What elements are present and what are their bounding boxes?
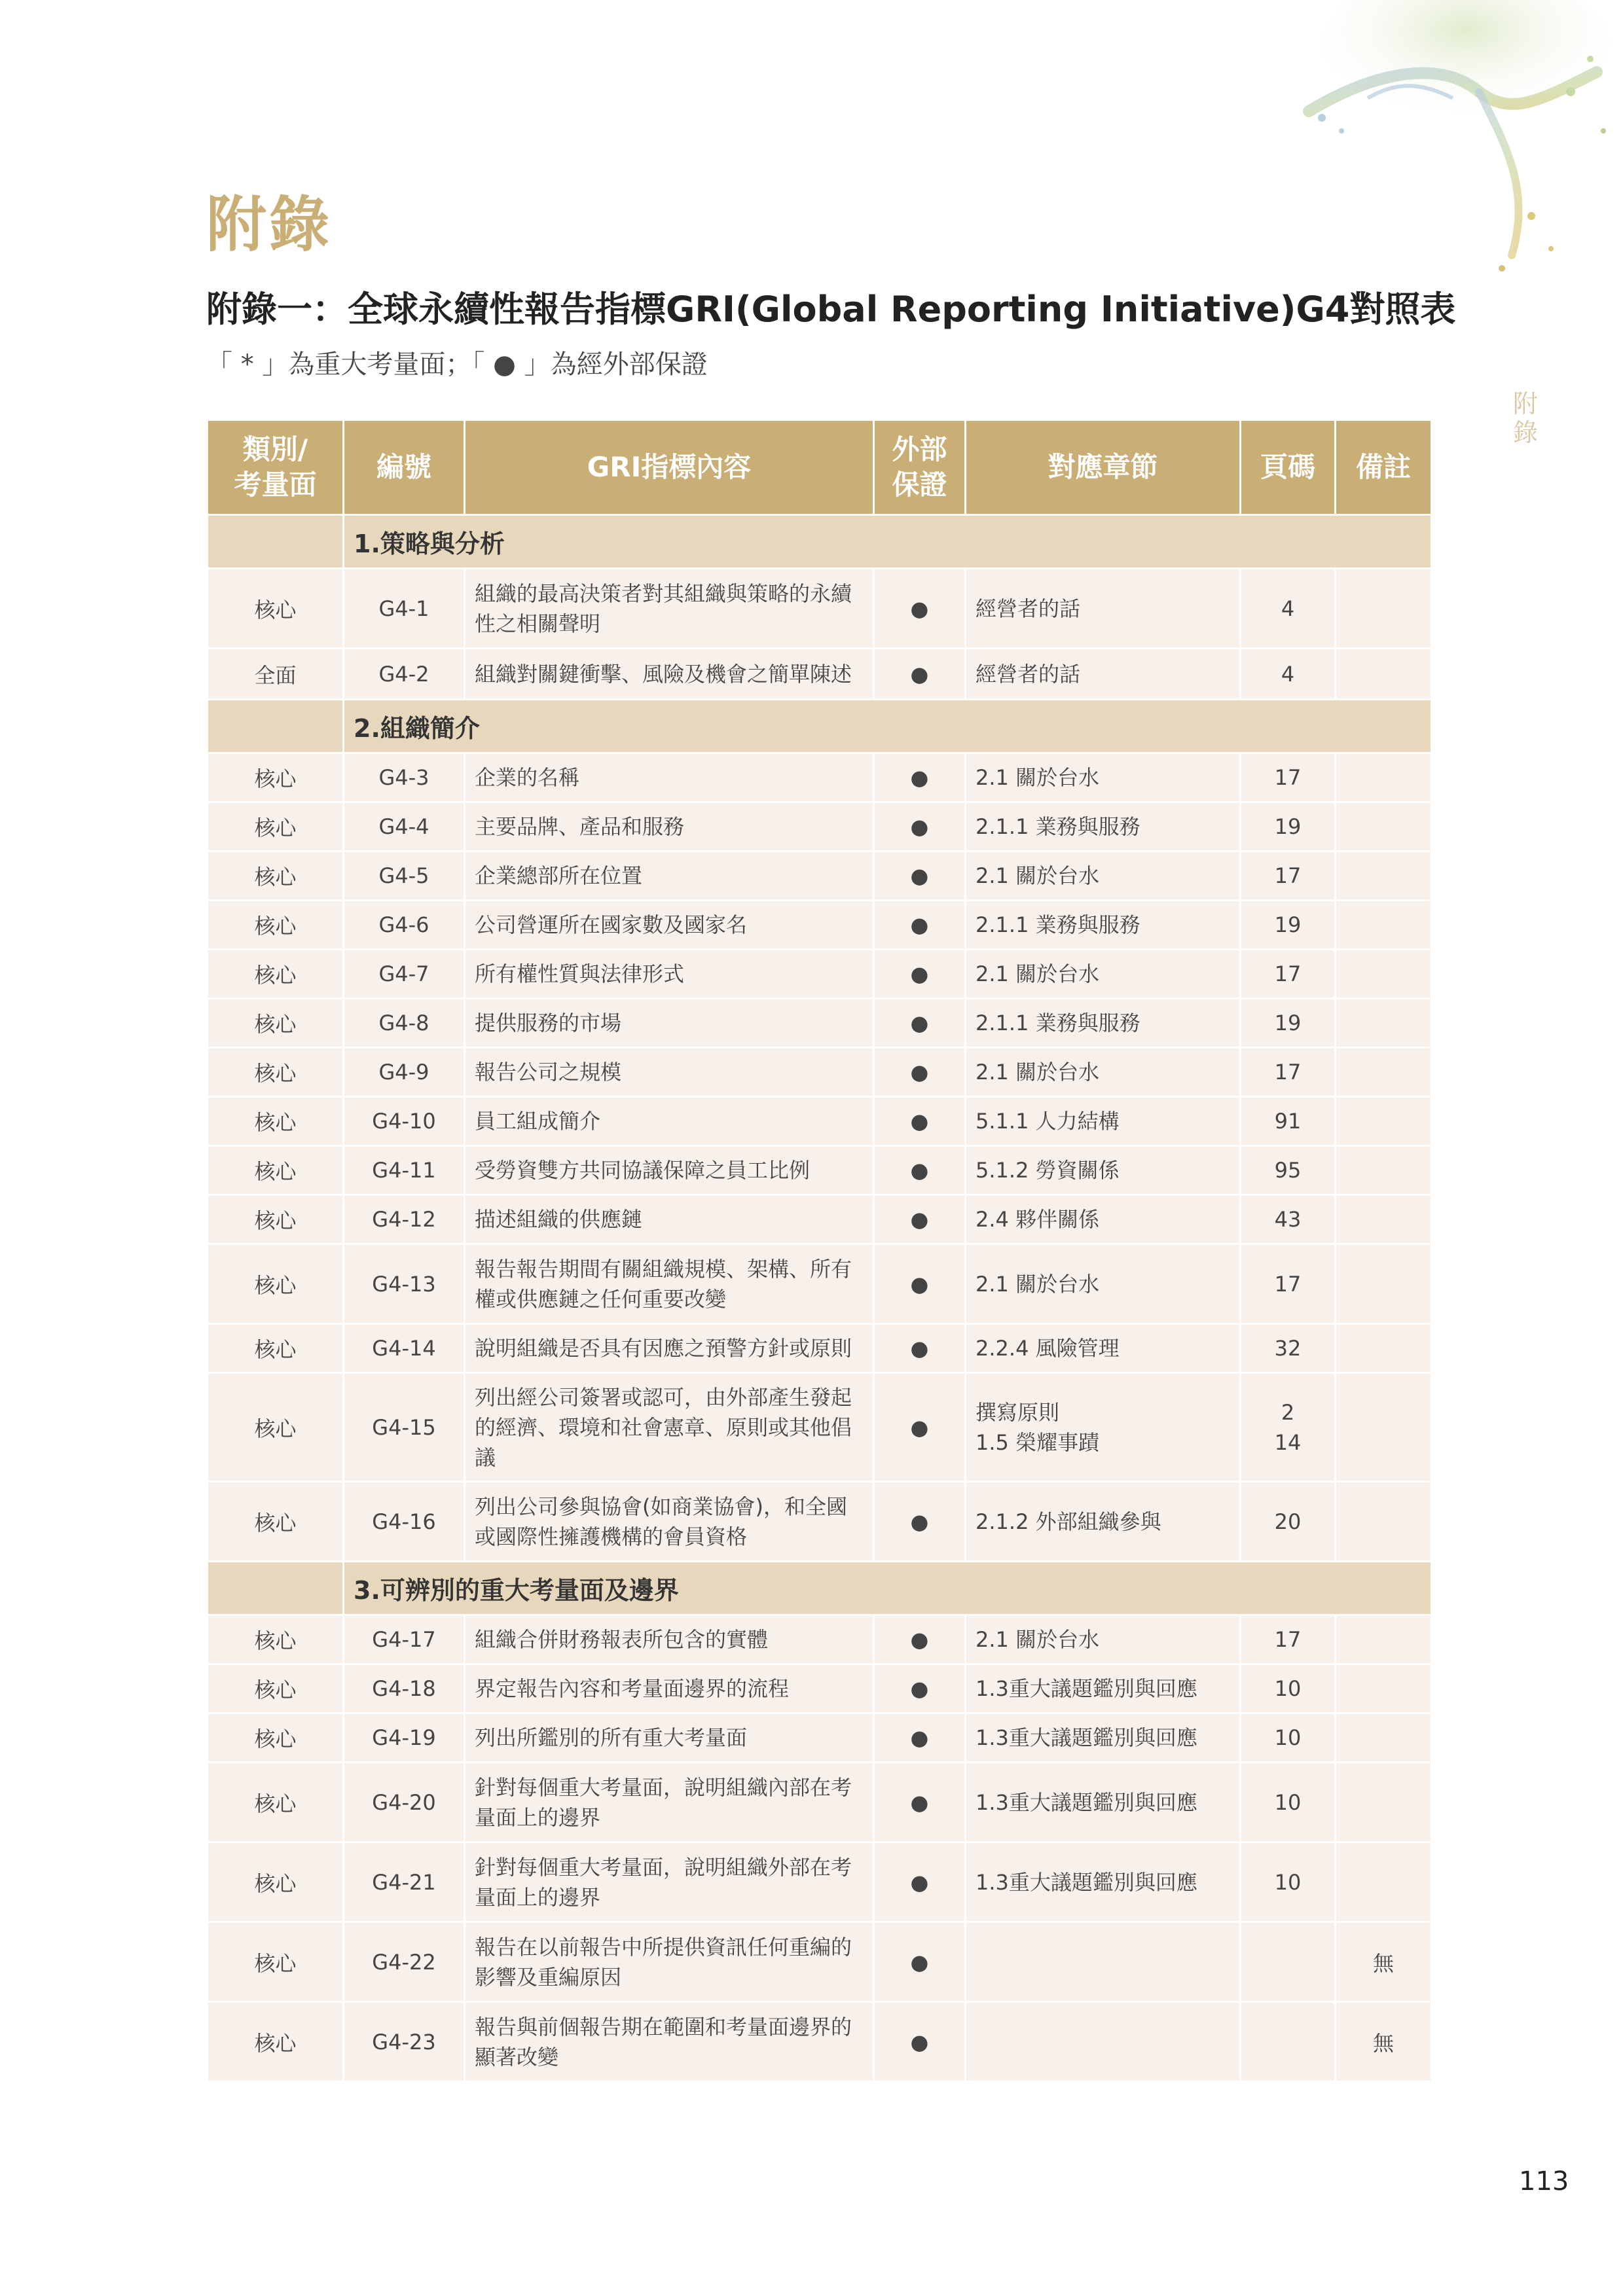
type-cell: 全面	[208, 649, 344, 700]
header-content: GRI指標內容	[465, 420, 874, 515]
indicator-content-cell: 所有權性質與法律形式	[465, 950, 874, 999]
header-note: 備註	[1336, 420, 1432, 515]
type-cell: 核心	[208, 1842, 344, 1922]
note-cell	[1336, 649, 1432, 700]
chapter-cell: 2.1 關於台水	[966, 852, 1241, 901]
assurance-dot-cell: ●	[874, 1763, 966, 1842]
header-assurance: 外部 保證	[874, 420, 966, 515]
page-cell: 17	[1241, 852, 1336, 901]
page-cell: 32	[1241, 1324, 1336, 1373]
indicator-id-cell: G4-16	[344, 1482, 465, 1562]
indicator-content-cell: 報告報告期間有關組織規模、架構、所有權或供應鏈之任何重要改變	[465, 1244, 874, 1324]
type-cell: 核心	[208, 1048, 344, 1097]
note-cell	[1336, 1842, 1432, 1922]
page-number: 113	[1519, 2166, 1569, 2197]
assurance-dot-cell: ●	[874, 950, 966, 999]
note-cell	[1336, 802, 1432, 852]
table-row	[208, 1373, 1432, 1482]
table-row	[208, 1664, 1432, 1713]
indicator-id-cell: G4-14	[344, 1324, 465, 1373]
assurance-dot-cell: ●	[874, 802, 966, 852]
note-cell	[1336, 1244, 1432, 1324]
indicator-id-cell: G4-21	[344, 1842, 465, 1922]
note-cell	[1336, 1146, 1432, 1195]
page-cell: 43	[1241, 1195, 1336, 1244]
page-cell: 2 14	[1241, 1373, 1336, 1482]
water-splash-decoration	[1204, 0, 1623, 288]
indicator-content-cell: 企業總部所在位置	[465, 852, 874, 901]
table-row	[208, 1842, 1432, 1922]
indicator-content-cell: 描述組織的供應鏈	[465, 1195, 874, 1244]
indicator-content-cell: 針對每個重大考量面，說明組織外部在考量面上的邊界	[465, 1842, 874, 1922]
chapter-cell: 2.4 夥伴關係	[966, 1195, 1241, 1244]
page-cell: 4	[1241, 569, 1336, 649]
page-cell: 10	[1241, 1713, 1336, 1763]
page-cell: 17	[1241, 950, 1336, 999]
assurance-dot-cell: ●	[874, 999, 966, 1048]
chapter-cell: 2.1.1 業務與服務	[966, 999, 1241, 1048]
table-row	[208, 1922, 1432, 2002]
assurance-dot-cell: ●	[874, 1244, 966, 1324]
type-cell: 核心	[208, 1244, 344, 1324]
assurance-dot-cell: ●	[874, 1195, 966, 1244]
header-chapter: 對應章節	[966, 420, 1241, 515]
type-cell: 核心	[208, 901, 344, 950]
note-cell	[1336, 569, 1432, 649]
table-row	[208, 649, 1432, 700]
indicator-id-cell: G4-9	[344, 1048, 465, 1097]
page-cell: 4	[1241, 649, 1336, 700]
type-cell: 核心	[208, 2002, 344, 2082]
table-row	[208, 1097, 1432, 1146]
assurance-dot-cell: ●	[874, 1097, 966, 1146]
table-row	[208, 1195, 1432, 1244]
indicator-id-cell: G4-18	[344, 1664, 465, 1713]
section-row	[208, 515, 1432, 569]
assurance-dot-cell: ●	[874, 1048, 966, 1097]
section-title-cell: 2.組織簡介	[344, 700, 1432, 753]
table-row	[208, 852, 1432, 901]
indicator-id-cell: G4-8	[344, 999, 465, 1048]
note-cell	[1336, 1324, 1432, 1373]
chapter-cell: 經營者的話	[966, 649, 1241, 700]
indicator-content-cell: 列出所鑑別的所有重大考量面	[465, 1713, 874, 1763]
chapter-cell	[966, 2002, 1241, 2082]
section-title-cell: 1.策略與分析	[344, 515, 1432, 569]
indicator-content-cell: 企業的名稱	[465, 753, 874, 802]
table-row	[208, 1324, 1432, 1373]
indicator-content-cell: 主要品牌、產品和服務	[465, 802, 874, 852]
table-header-row	[208, 420, 1432, 515]
note-cell	[1336, 1615, 1432, 1664]
indicator-id-cell: G4-5	[344, 852, 465, 901]
table-row	[208, 999, 1432, 1048]
table-row	[208, 1763, 1432, 1842]
table-body	[208, 515, 1432, 2082]
chapter-cell: 1.3重大議題鑑別與回應	[966, 1713, 1241, 1763]
chapter-cell: 2.1 關於台水	[966, 1244, 1241, 1324]
type-cell: 核心	[208, 999, 344, 1048]
table-row	[208, 1615, 1432, 1664]
type-cell: 核心	[208, 1146, 344, 1195]
indicator-content-cell: 列出經公司簽署或認可，由外部產生發起的經濟、環境和社會憲章、原則或其他倡議	[465, 1373, 874, 1482]
type-cell: 核心	[208, 1482, 344, 1562]
chapter-cell: 1.3重大議題鑑別與回應	[966, 1763, 1241, 1842]
indicator-id-cell: G4-1	[344, 569, 465, 649]
assurance-dot-cell: ●	[874, 1664, 966, 1713]
type-cell: 核心	[208, 802, 344, 852]
header-type: 類別/ 考量面	[208, 420, 344, 515]
type-cell: 核心	[208, 852, 344, 901]
indicator-id-cell: G4-20	[344, 1763, 465, 1842]
chapter-cell: 1.3重大議題鑑別與回應	[966, 1842, 1241, 1922]
type-cell: 核心	[208, 1195, 344, 1244]
section-row	[208, 1562, 1432, 1615]
table-row	[208, 1713, 1432, 1763]
table-row	[208, 2002, 1432, 2082]
chapter-cell: 5.1.2 勞資關係	[966, 1146, 1241, 1195]
note-cell	[1336, 1482, 1432, 1562]
note-cell	[1336, 950, 1432, 999]
note-cell	[1336, 1373, 1432, 1482]
indicator-id-cell: G4-4	[344, 802, 465, 852]
chapter-cell: 2.1 關於台水	[966, 1048, 1241, 1097]
chapter-cell: 5.1.1 人力結構	[966, 1097, 1241, 1146]
section-title: 附錄一：全球永續性報告指標GRI(Global Reporting Initiative)G4對照表	[206, 289, 1456, 330]
type-cell: 核心	[208, 1922, 344, 2002]
assurance-dot-cell: ●	[874, 1373, 966, 1482]
assurance-dot-cell: ●	[874, 901, 966, 950]
chapter-cell	[966, 1922, 1241, 2002]
type-cell: 核心	[208, 1615, 344, 1664]
page-cell	[1241, 1922, 1336, 2002]
header-id: 編號	[344, 420, 465, 515]
indicator-id-cell: G4-6	[344, 901, 465, 950]
table-row	[208, 950, 1432, 999]
legend-note: 「 * 」為重大考量面；「 ● 」為經外部保證	[206, 350, 708, 380]
page-cell: 10	[1241, 1763, 1336, 1842]
page-cell: 17	[1241, 1244, 1336, 1324]
indicator-content-cell: 報告與前個報告期在範圍和考量面邊界的顯著改變	[465, 2002, 874, 2082]
assurance-dot-cell: ●	[874, 1146, 966, 1195]
table-row	[208, 901, 1432, 950]
assurance-dot-cell: ●	[874, 1842, 966, 1922]
indicator-id-cell: G4-17	[344, 1615, 465, 1664]
table-row	[208, 1244, 1432, 1324]
note-cell	[1336, 1097, 1432, 1146]
page-cell: 91	[1241, 1097, 1336, 1146]
assurance-dot-cell: ●	[874, 852, 966, 901]
page-cell: 10	[1241, 1664, 1336, 1713]
indicator-content-cell: 公司營運所在國家數及國家名	[465, 901, 874, 950]
assurance-dot-cell: ●	[874, 1615, 966, 1664]
type-cell: 核心	[208, 1713, 344, 1763]
note-cell	[1336, 1763, 1432, 1842]
header-page: 頁碼	[1241, 420, 1336, 515]
type-cell: 核心	[208, 1664, 344, 1713]
indicator-id-cell: G4-23	[344, 2002, 465, 2082]
chapter-cell: 2.1 關於台水	[966, 1615, 1241, 1664]
indicator-id-cell: G4-11	[344, 1146, 465, 1195]
side-tab-label: 附錄	[1512, 389, 1538, 447]
type-cell: 核心	[208, 753, 344, 802]
page-cell: 17	[1241, 1615, 1336, 1664]
indicator-content-cell: 組織的最高決策者對其組織與策略的永續性之相關聲明	[465, 569, 874, 649]
assurance-dot-cell: ●	[874, 569, 966, 649]
indicator-content-cell: 提供服務的市場	[465, 999, 874, 1048]
indicator-content-cell: 報告在以前報告中所提供資訊任何重編的影響及重編原因	[465, 1922, 874, 2002]
section-title-cell: 3.可辨別的重大考量面及邊界	[344, 1562, 1432, 1615]
page-cell: 20	[1241, 1482, 1336, 1562]
indicator-content-cell: 說明組織是否具有因應之預警方針或原則	[465, 1324, 874, 1373]
indicator-id-cell: G4-2	[344, 649, 465, 700]
note-cell: 無	[1336, 2002, 1432, 2082]
table-row	[208, 569, 1432, 649]
type-cell: 核心	[208, 1763, 344, 1842]
page-cell: 19	[1241, 802, 1336, 852]
indicator-content-cell: 組織對關鍵衝擊、風險及機會之簡單陳述	[465, 649, 874, 700]
gri-index-table	[206, 419, 1432, 2083]
type-cell: 核心	[208, 1324, 344, 1373]
chapter-cell: 2.1.1 業務與服務	[966, 802, 1241, 852]
indicator-content-cell: 界定報告內容和考量面邊界的流程	[465, 1664, 874, 1713]
indicator-id-cell: G4-19	[344, 1713, 465, 1763]
section-row	[208, 700, 1432, 753]
indicator-content-cell: 組織合併財務報表所包含的實體	[465, 1615, 874, 1664]
type-cell: 核心	[208, 950, 344, 999]
indicator-id-cell: G4-15	[344, 1373, 465, 1482]
chapter-cell: 2.1.1 業務與服務	[966, 901, 1241, 950]
chapter-cell: 2.1 關於台水	[966, 753, 1241, 802]
type-cell: 核心	[208, 1097, 344, 1146]
indicator-content-cell: 員工組成簡介	[465, 1097, 874, 1146]
chapter-cell: 2.1 關於台水	[966, 950, 1241, 999]
indicator-content-cell: 列出公司參與協會(如商業協會)，和全國或國際性擁護機構的會員資格	[465, 1482, 874, 1562]
note-cell	[1336, 901, 1432, 950]
page-cell: 10	[1241, 1842, 1336, 1922]
indicator-id-cell: G4-12	[344, 1195, 465, 1244]
assurance-dot-cell: ●	[874, 649, 966, 700]
note-cell	[1336, 852, 1432, 901]
chapter-cell: 撰寫原則 1.5 榮耀事蹟	[966, 1373, 1241, 1482]
type-cell: 核心	[208, 1373, 344, 1482]
section-spacer-cell	[208, 1562, 344, 1615]
indicator-id-cell: G4-13	[344, 1244, 465, 1324]
note-cell	[1336, 753, 1432, 802]
assurance-dot-cell: ●	[874, 1324, 966, 1373]
indicator-id-cell: G4-3	[344, 753, 465, 802]
table-row	[208, 1482, 1432, 1562]
note-cell	[1336, 999, 1432, 1048]
page-cell	[1241, 2002, 1336, 2082]
table-row	[208, 753, 1432, 802]
page-cell: 95	[1241, 1146, 1336, 1195]
assurance-dot-cell: ●	[874, 2002, 966, 2082]
table-row	[208, 1048, 1432, 1097]
assurance-dot-cell: ●	[874, 1713, 966, 1763]
chapter-cell: 2.2.4 風險管理	[966, 1324, 1241, 1373]
note-cell	[1336, 1048, 1432, 1097]
indicator-content-cell: 報告公司之規模	[465, 1048, 874, 1097]
assurance-dot-cell: ●	[874, 753, 966, 802]
note-cell	[1336, 1713, 1432, 1763]
indicator-content-cell: 受勞資雙方共同協議保障之員工比例	[465, 1146, 874, 1195]
page-cell: 17	[1241, 1048, 1336, 1097]
page-cell: 17	[1241, 753, 1336, 802]
chapter-cell: 經營者的話	[966, 569, 1241, 649]
appendix-title: 附錄	[206, 190, 333, 260]
page-cell: 19	[1241, 999, 1336, 1048]
indicator-id-cell: G4-22	[344, 1922, 465, 2002]
indicator-content-cell: 針對每個重大考量面，說明組織內部在考量面上的邊界	[465, 1763, 874, 1842]
note-cell: 無	[1336, 1922, 1432, 2002]
section-spacer-cell	[208, 515, 344, 569]
indicator-id-cell: G4-10	[344, 1097, 465, 1146]
note-cell	[1336, 1195, 1432, 1244]
table-row	[208, 802, 1432, 852]
indicator-id-cell: G4-7	[344, 950, 465, 999]
chapter-cell: 1.3重大議題鑑別與回應	[966, 1664, 1241, 1713]
page-cell: 19	[1241, 901, 1336, 950]
type-cell: 核心	[208, 569, 344, 649]
assurance-dot-cell: ●	[874, 1482, 966, 1562]
note-cell	[1336, 1664, 1432, 1713]
section-spacer-cell	[208, 700, 344, 753]
chapter-cell: 2.1.2 外部組織參與	[966, 1482, 1241, 1562]
assurance-dot-cell: ●	[874, 1922, 966, 2002]
table-row	[208, 1146, 1432, 1195]
